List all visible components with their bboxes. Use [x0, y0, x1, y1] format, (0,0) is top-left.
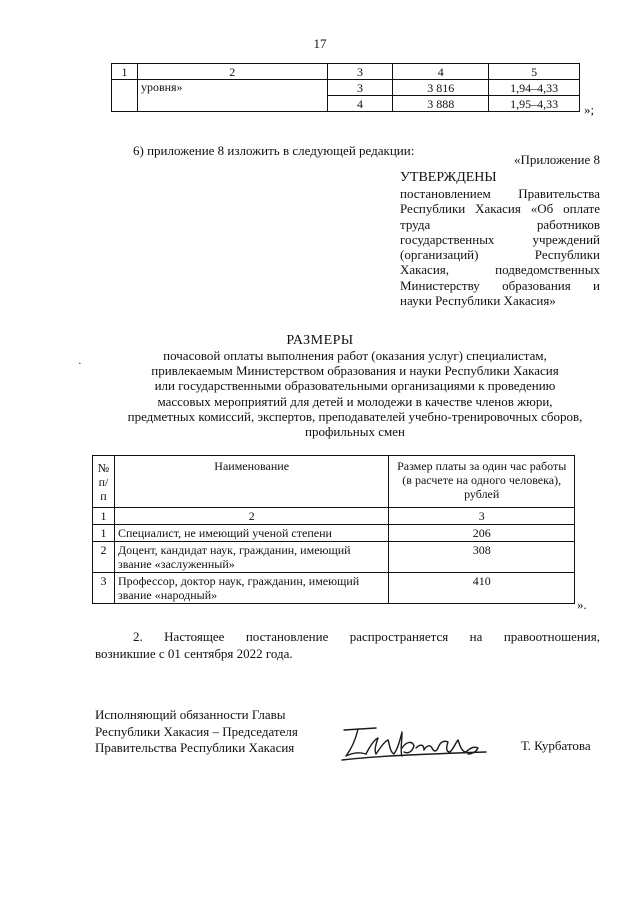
row-rate: 410 [389, 573, 575, 604]
approval-line: Республики Хакасия «Об оплате [400, 201, 600, 217]
range-cell: 1,95–4,33 [489, 96, 580, 112]
level-label: уровня» [137, 80, 327, 112]
signatory-line: Правительства Республики Хакасия [95, 740, 295, 755]
table-row [93, 542, 575, 573]
row-num: 1 [93, 525, 115, 542]
header-num: № п/п [93, 456, 115, 508]
table-header-row [93, 456, 575, 508]
approval-line: (организаций) Республики [400, 247, 600, 263]
approval-block [400, 152, 600, 308]
header-cell: 2 [137, 64, 327, 80]
row-rate: 206 [389, 525, 575, 542]
level-cell: 3 [327, 80, 393, 96]
appendix-label: «Приложение 8 [513, 152, 600, 167]
signatory-title [95, 707, 298, 757]
header-rate: Размер платы за один час работы (в расчете на одного человека), рублей [389, 456, 575, 508]
signatory-line: Исполняющий обязанности Главы [95, 707, 286, 722]
paragraph-2-line: возникшие с 01 сентября 2022 года. [95, 646, 293, 661]
table-row [112, 80, 580, 96]
signatory-name: Т. Курбатова [521, 738, 591, 753]
approval-heading: УТВЕРЖДЕНЫ [400, 170, 497, 185]
row-name: Специалист, не имеющий ученой степени [114, 525, 388, 542]
coef-cell: 3 816 [393, 80, 489, 96]
subtitle-line: привлекаемым Министерством образования и науки Республики Хакасия [151, 363, 559, 379]
approval-line: государственных учреждений [400, 231, 600, 247]
empty-cell [112, 80, 138, 112]
index-cell: 1 [93, 508, 115, 525]
handwritten-signature-icon [336, 718, 496, 768]
rates-table-closing-quote: ». [577, 597, 587, 612]
header-cell: 1 [112, 64, 138, 80]
document-title: РАЗМЕРЫ [286, 333, 354, 348]
header-cell: 5 [489, 64, 580, 80]
header-name: Наименование [114, 456, 388, 508]
approval-line: Хакасия, подведомственных [400, 262, 600, 278]
table-row [93, 573, 575, 604]
table-index-row [93, 508, 575, 525]
subtitle-line: профильных смен [305, 424, 405, 440]
header-cell: 4 [393, 64, 489, 80]
stray-mark: · [78, 358, 82, 370]
table-row [93, 525, 575, 542]
approval-line: постановлением Правительства [400, 186, 600, 201]
index-cell: 3 [389, 508, 575, 525]
approval-line: труда работников [400, 216, 600, 232]
table-header-row [112, 64, 580, 80]
item-6-text: 6) приложение 8 изложить в следующей редакции: [133, 143, 415, 158]
approval-line: Министерству образования и [400, 277, 600, 293]
row-num: 3 [93, 573, 115, 604]
subtitle-line: или государственными образовательными организациями к проведению [154, 378, 556, 394]
signatory-line: Республики Хакасия – Председателя [95, 723, 298, 739]
table-closing-quote: »; [584, 102, 595, 117]
coef-cell: 3 888 [393, 96, 489, 112]
header-cell: 3 [327, 64, 393, 80]
index-cell: 2 [114, 508, 388, 525]
row-name: Доцент, кандидат наук, гражданин, имеющий звание «заслуженный» [114, 542, 388, 573]
level-coefficient-table [111, 63, 580, 112]
paragraph-2 [95, 628, 600, 662]
level-cell: 4 [327, 96, 393, 112]
document-subtitle [90, 348, 620, 439]
subtitle-line: массовых мероприятий для детей и молодежи в качестве членов жюри, [157, 393, 553, 409]
paragraph-2-line: 2. Настоящее постановление распространяется на правоотношения, [133, 629, 600, 644]
subtitle-line: предметных комиссий, экспертов, преподавателей учебно-тренировочных сборов, [127, 408, 583, 424]
approval-line: науки Республики Хакасия» [400, 293, 556, 309]
row-name: Профессор, доктор наук, гражданин, имеющий звание «народный» [114, 573, 388, 604]
row-num: 2 [93, 542, 115, 573]
row-rate: 308 [389, 542, 575, 573]
rates-table [92, 455, 575, 604]
range-cell: 1,94–4,33 [489, 80, 580, 96]
subtitle-line: почасовой оплаты выполнения работ (оказания услуг) специалистам, [163, 348, 547, 363]
page-number: 17 [313, 36, 327, 51]
